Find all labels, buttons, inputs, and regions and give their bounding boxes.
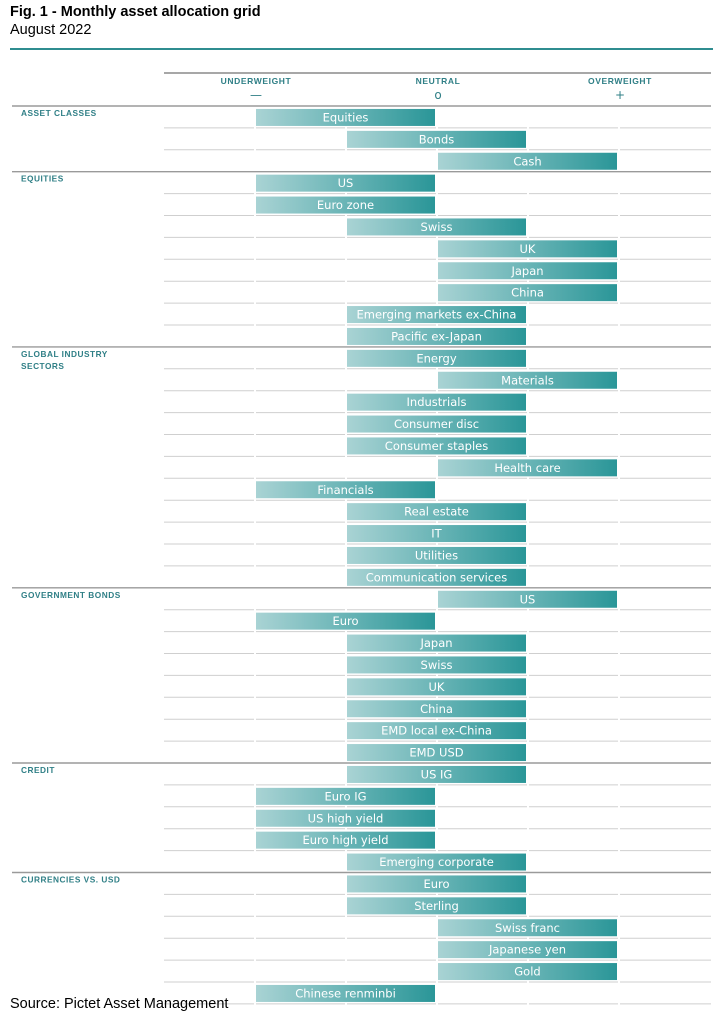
source-note: Source: Pictet Asset Management [10,996,229,1012]
figure-title: Fig. 1 - Monthly asset allocation grid [10,4,261,20]
bar-label-2-6: Financials [317,482,374,497]
bar-label-1-7: Pacific ex-Japan [391,329,482,344]
scale-symbol-1: o [434,88,442,102]
section-label-1: EQUITIES [21,173,64,184]
scale-symbol-0: — [250,88,262,102]
bar-label-4-3: Euro high yield [302,833,389,848]
section-label-2: GLOBAL INDUSTRY SECTORS [21,348,108,371]
scale-header [164,73,711,102]
figure-subtitle: August 2022 [10,22,92,38]
bar-label-1-2: Swiss [420,219,453,234]
bar-label-2-7: Real estate [404,504,469,519]
bar-label-2-8: IT [431,526,442,541]
section-label-3: GOVERNMENT BONDS [21,589,121,600]
section-labels [21,108,121,885]
bar-label-0-0: Equities [322,110,369,125]
bar-label-5-1: Sterling [414,898,459,913]
bar-label-2-0: Energy [416,351,457,366]
scale-label-overweight: OVERWEIGHT [588,76,652,86]
scale-label-underweight: UNDERWEIGHT [220,76,292,86]
bar-label-3-6: EMD local ex-China [381,723,492,738]
bar-label-0-2: Cash [513,154,542,169]
bar-label-1-5: China [511,285,544,300]
bar-label-5-2: Swiss franc [495,920,560,935]
scale-label-neutral: NEUTRAL [415,76,461,86]
bar-label-3-2: Japan [420,636,453,651]
scale-symbol-2: + [614,88,626,102]
bar-label-3-3: Swiss [420,657,453,672]
bar-label-1-0: US [337,176,354,191]
bar-label-0-1: Bonds [418,132,455,147]
bar-label-5-3: Japanese yen [488,942,567,957]
bar-label-3-1: Euro [332,614,359,629]
bar-label-1-1: Euro zone [316,198,375,213]
section-label-0: ASSET CLASSES [21,108,97,118]
bar-label-5-5: Chinese renminbi [295,986,396,1001]
bar-label-5-0: Euro [423,876,450,891]
bar-label-4-4: Emerging corporate [379,855,494,870]
bar-label-2-4: Consumer staples [384,438,489,453]
bar-label-3-4: UK [428,679,445,694]
section-label-5: CURRENCIES VS. USD [21,874,121,885]
bar-label-1-3: UK [519,241,536,256]
allocation-bars [256,109,617,1002]
bar-label-2-10: Communication services [365,570,508,585]
bar-label-2-3: Consumer disc [393,417,480,432]
bar-label-2-2: Industrials [406,395,467,410]
bar-label-4-0: US IG [420,767,453,782]
section-label-4: CREDIT [21,765,55,775]
bar-label-2-9: Utilities [414,548,459,563]
bar-label-3-7: EMD USD [409,745,464,760]
bar-label-3-5: China [420,701,453,716]
bar-label-5-4: Gold [514,964,541,979]
bar-label-1-6: Emerging markets ex-China [356,307,517,322]
bar-label-1-4: Japan [511,263,544,278]
bar-label-3-0: US [519,592,536,607]
bar-label-4-1: Euro IG [324,789,367,804]
bar-label-2-5: Health care [494,460,561,475]
bar-label-2-1: Materials [501,373,554,388]
bar-label-4-2: US high yield [307,811,384,826]
